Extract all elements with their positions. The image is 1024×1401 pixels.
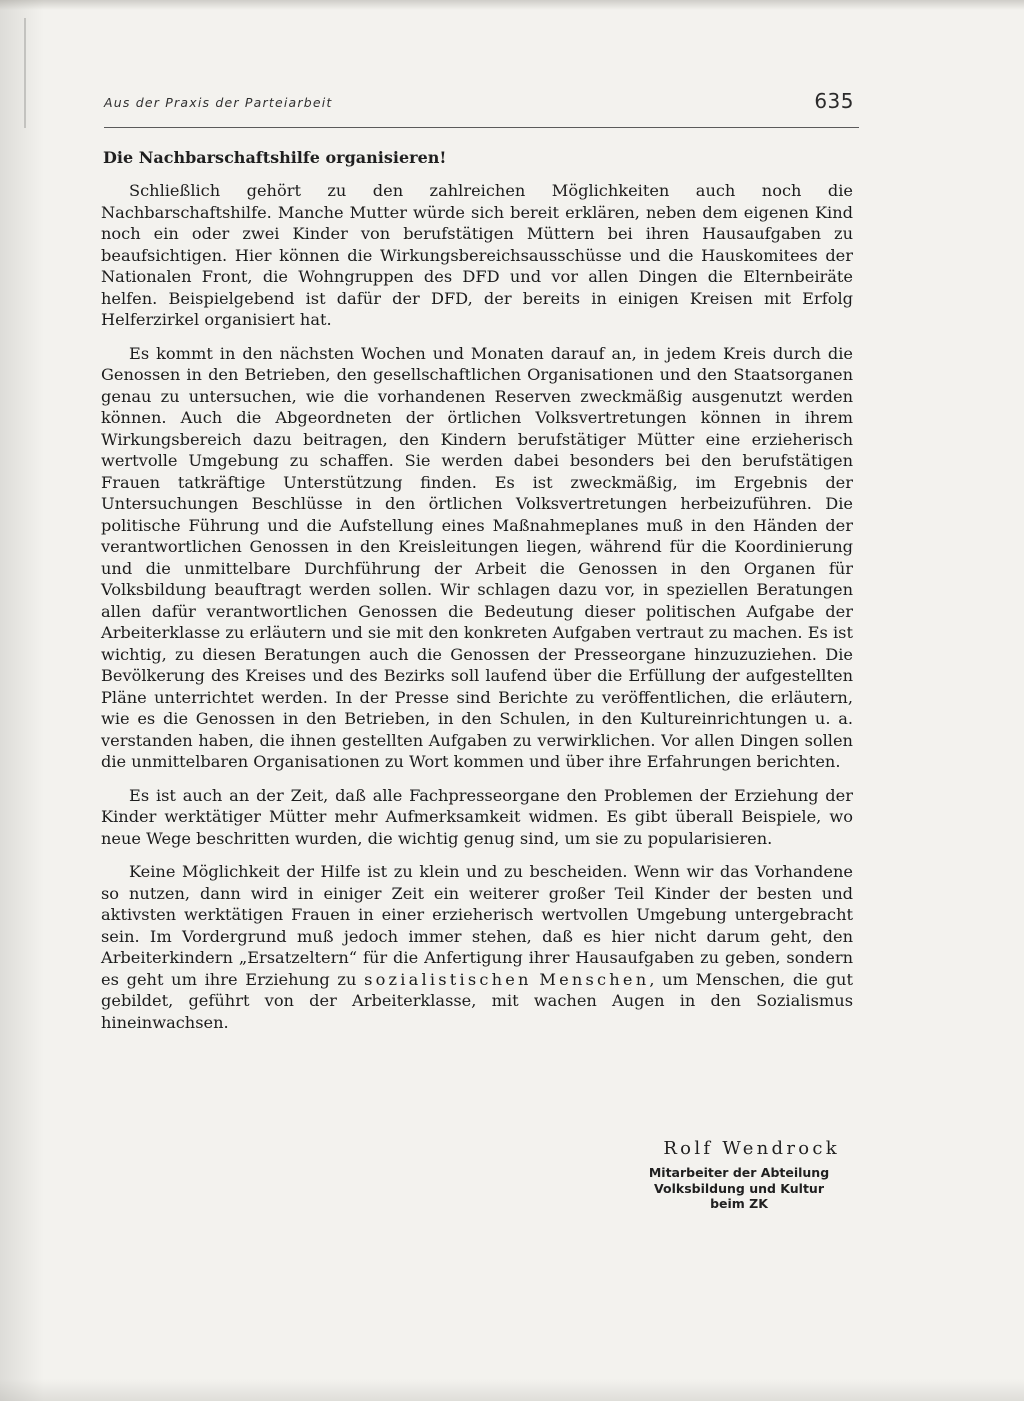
spaced-emphasis-people: Menschen [539, 969, 650, 989]
article-content [101, 146, 853, 1045]
spaced-emphasis-socialist: sozialistischen [364, 969, 532, 989]
affiliation-line-section: Volksbildung und Kultur [654, 1180, 824, 1196]
paragraph-specialist-press: Es ist auch an der Zeit, daß alle Fachpresseorgane den Problemen der Erziehung der Kinder werktätiger Mütter mehr Aufmerksamkeit widmen. Es gibt überall Beispiele, wo neue Wege beschritten wurden, die wichtig genug sind, um sie zu popularisieren. [101, 785, 853, 848]
scan-top-edge [0, 0, 1024, 10]
author-affiliation [634, 1165, 844, 1212]
affiliation-line-committee: beim ZK [710, 1196, 768, 1211]
page-number: 635 [814, 89, 854, 113]
scan-bottom-shadow [0, 1379, 1024, 1401]
running-title: Aus der Praxis der Parteiarbeit [104, 95, 333, 110]
scan-left-edge [0, 0, 44, 1401]
paragraph-neighborhood-help: Schließlich gehört zu den zahlreichen Möglichkeiten auch noch die Nachbarschaftshilfe. Manche Mutter würde sich bereit erklären, neben dem eigenen Kind noch ein oder zwei Kinder von berufstätigen Müttern bei ihren Hausaufgaben zu beaufsichtigen. Hier können die Wirkungsbereichsausschüsse und die Hauskomitees der Nationalen Front, die Wohngruppen des DFD und vor allen Dingen die Elternbeiräte helfen. Beispielgebend ist dafür der DFD, der bereits in einigen Kreisen mit Erfolg Helferzirkel organisiert hat. [101, 181, 853, 329]
article-title: Die Nachbarschaftshilfe organisieren! [103, 148, 447, 167]
paragraph-coordination-plan: Es kommt in den nächsten Wochen und Monaten darauf an, in jedem Kreis durch die Genossen in den Betrieben, den gesellschaftlichen Organisationen und den Staatsorganen genau zu untersuchen, wie die vorhandenen Reserven zweckmäßig ausgenutzt werden können. Auch die Abgeordneten der örtlichen Volksvertretungen können in ihrem Wirkungsbereich dazu beitragen, den Kindern berufstätiger Mütter eine erzieherisch wertvolle Umgebung zu schaffen. Sie werden dabei besonders bei den berufstätigen Frauen tatkräftige Unterstützung finden. Es ist zweckmäßig, im Ergebnis der Untersuchungen Beschlüsse in den örtlichen Volksvertretungen herbeizuführen. Die politische Führung und die Aufstellung eines Maßnahmeplanes muß in den Händen der verantwortlichen Genossen in den Kreisleitungen liegen, während für die Koordinierung und die unmittelbare Durchführung der Arbeit die Genossen in den Organen für Volksbildung beauftragt werden sollen. Wir schlagen dazu vor, in speziellen Beratungen allen dafür verantwortlichen Genossen die Bedeutung dieser politischen Aufgabe der Arbeiterklasse zu erläutern und sie mit den konkreten Aufgaben vertraut zu machen. Es ist wichtig, zu diesen Beratungen auch die Genossen der Presseorgane hinzuzuziehen. Die Bevölkerung des Kreises und des Bezirks soll laufend über die Erfüllung der aufgestellten Pläne unterrichtet werden. In der Presse sind Berichte zu veröffentlichen, die erläutern, wie es die Genossen in den Betrieben, in den Schulen, in den Kultureinrichtungen u. a. verstanden haben, die ihnen gestellten Aufgaben zu verwirklichen. Vor allen Dingen sollen die unmittelbaren Organisationen zu Wort kommen und über ihre Erfahrungen berichten. [101, 343, 853, 771]
paragraph-conclusion [101, 861, 853, 1033]
running-header [104, 89, 859, 128]
conclusion-text-end: , um Menschen, die gut gebildet, geführt von der Arbeiterklasse, mit wachen Augen in den Sozialismus hineinwachsen. [101, 969, 853, 1032]
conclusion-text-start: Keine Möglichkeit der Hilfe ist zu klein und zu bescheiden. Wenn wir das Vorhandene so nutzen, dann wird in einiger Zeit ein weiterer großer Teil Kinder der besten und aktivsten werktätigen Frauen in einer erzieherisch wertvollen Umgebung untergebracht sein. Im Vordergrund muß jedoch immer stehen, daß es hier nicht darum geht, den Arbeiterkindern „Ersatzeltern“ für die Anfertigung ihrer Hausaufgaben zu geben, sondern es geht um ihre Erziehung zu [101, 862, 853, 989]
scan-margin-mark [24, 18, 26, 128]
author-signature: Rolf Wendrock [663, 1138, 840, 1159]
affiliation-line-department: Mitarbeiter der Abteilung [648, 1165, 830, 1180]
